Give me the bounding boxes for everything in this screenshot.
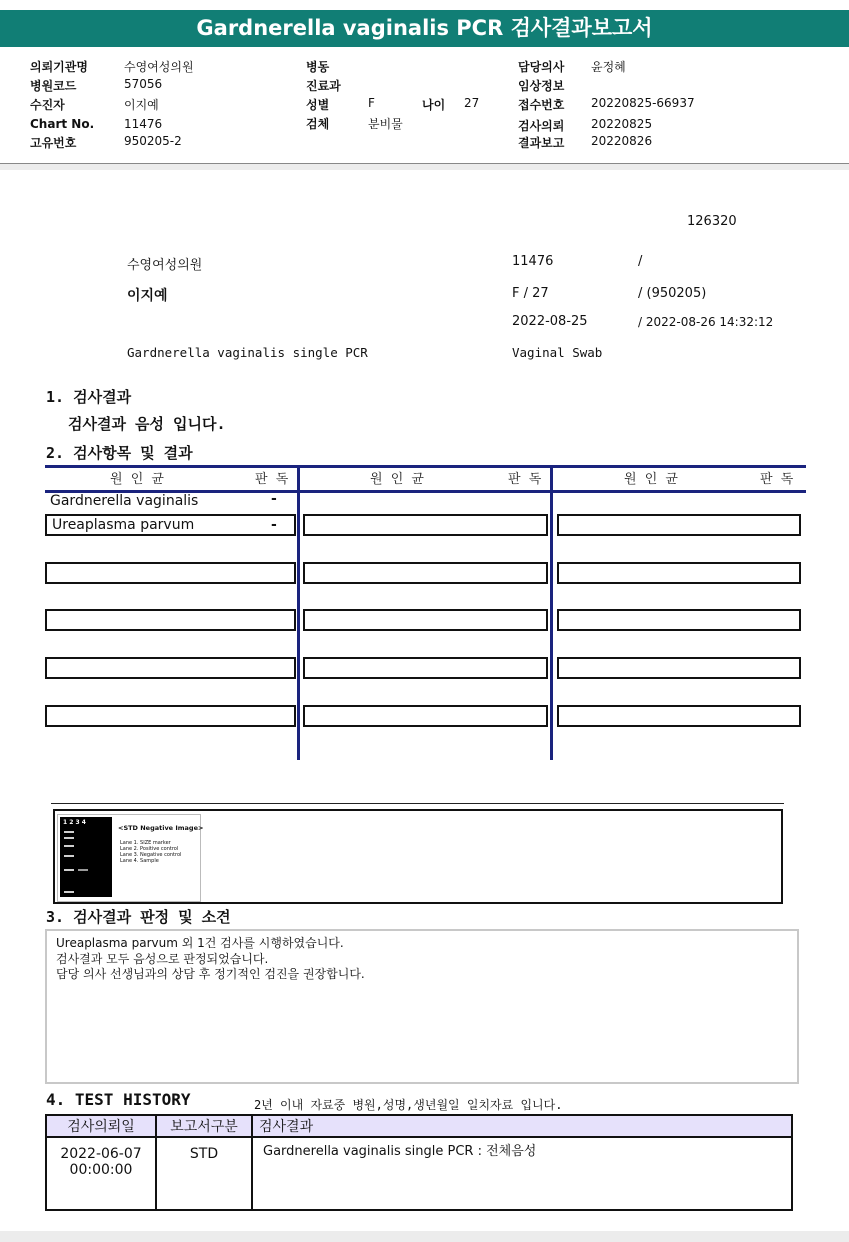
report-chart: 11476 (512, 254, 554, 269)
report-test-name: Gardnerella vaginalis single PCR (127, 345, 368, 360)
table-cell (45, 657, 296, 679)
table-cell (45, 514, 296, 536)
report-request-date: 2022-08-25 (512, 314, 588, 329)
table-cell (45, 609, 296, 631)
column-divider (550, 465, 553, 760)
history-note: 2년 이내 자료중 병원,성명,생년월일 일치자료 입니다. (254, 1098, 563, 1112)
history-header: 검사결과 (252, 1115, 792, 1137)
gel-lane-numbers: 1 2 3 4 (63, 819, 86, 826)
specimen-value: 분비물 (368, 117, 403, 131)
table-cell (557, 705, 801, 727)
column-divider (297, 465, 300, 760)
receipt-value: 20220825-66937 (591, 96, 695, 110)
report-title: Gardnerella vaginalis PCR 검사결과보고서 (0, 10, 849, 47)
receipt-label: 접수번호 (518, 98, 565, 112)
table-cell (557, 657, 801, 679)
section3-title: 3. 검사결과 판정 및 소견 (46, 908, 231, 926)
gel-lanes (60, 817, 112, 897)
age-value: 27 (464, 96, 480, 110)
opinion-line: 담당 의사 선생님과의 상담 후 정기적인 검진을 권장합니다. (56, 967, 365, 981)
report-datetime: / 2022-08-26 14:32:12 (638, 315, 774, 329)
uid-label: 고유번호 (30, 136, 77, 150)
gel-legend-item: Lane 2. Positive control (120, 846, 179, 852)
history-header: 보고서구분 (156, 1115, 252, 1137)
table-cell (45, 705, 296, 727)
gel-legend-item: Lane 3. Negative control (120, 852, 182, 858)
history-table (45, 1114, 793, 1211)
col-organism-2: 원 인 균 (370, 472, 426, 487)
organism-result: - (271, 491, 277, 507)
section1-title: 1. 검사결과 (46, 388, 132, 406)
gel-legend (120, 840, 181, 864)
opinion-line: Ureaplasma parvum 외 1건 검사를 시행하였습니다. (56, 936, 344, 950)
opinion-box (45, 929, 799, 1084)
gel-legend-item: Lane 4. Sample (120, 858, 159, 864)
col-judgement-2: 판 독 (508, 472, 544, 487)
table-cell (303, 657, 548, 679)
chart-label: Chart No. (30, 117, 95, 131)
image-divider (51, 803, 784, 804)
age-label: 나이 (422, 98, 446, 112)
history-header: 검사의뢰일 (46, 1115, 156, 1137)
col-judgement-3: 판 독 (760, 472, 796, 487)
history-date-cell (46, 1137, 156, 1210)
clinical-label: 임상정보 (518, 79, 565, 93)
org-label: 의뢰기관명 (30, 60, 88, 74)
patient-value: 이지예 (124, 98, 159, 112)
report-slash: / (638, 254, 643, 269)
sex-value: F (368, 96, 375, 110)
doctor-value: 윤정혜 (591, 60, 626, 74)
col-organism-1: 원 인 균 (110, 472, 166, 487)
patient-label: 수진자 (30, 98, 65, 112)
section2-title: 2. 검사항목 및 결과 (46, 444, 193, 462)
hosp-code-value: 57056 (124, 77, 163, 91)
section1-text: 검사결과 음성 입니다. (68, 415, 226, 433)
request-value: 20220825 (591, 117, 653, 131)
report-number: 126320 (687, 214, 737, 229)
org-value: 수영여성의원 (124, 60, 194, 74)
report-specimen: Vaginal Swab (512, 345, 603, 360)
report-sex-age: F / 27 (512, 286, 549, 301)
uid-value: 950205-2 (124, 134, 182, 148)
report-name: 이지예 (127, 288, 168, 304)
history-type: STD (156, 1137, 252, 1210)
col-judgement-1: 판 독 (255, 472, 291, 487)
gel-title: <STD Negative Image> (118, 824, 204, 832)
gel-legend-item: Lane 1. SIZE marker (120, 840, 171, 846)
history-row (46, 1137, 792, 1210)
hosp-code-label: 병원코드 (30, 79, 77, 93)
dept-label: 진료과 (306, 79, 341, 93)
footer-shade (0, 1231, 849, 1242)
ward-label: 병동 (306, 60, 330, 74)
sex-label: 성별 (306, 98, 330, 112)
gel-image (57, 814, 204, 902)
chart-value: 11476 (124, 117, 163, 131)
organism-name: Ureaplasma parvum (52, 517, 195, 533)
header-shade (0, 164, 849, 170)
report-clinic: 수영여성의원 (127, 258, 203, 273)
history-header-row (46, 1115, 792, 1137)
table-cell (303, 514, 548, 536)
history-time: 00:00:00 (69, 1162, 133, 1178)
history-date: 2022-06-07 (60, 1146, 142, 1162)
col-organism-3: 원 인 균 (624, 472, 680, 487)
table-cell (557, 562, 801, 584)
organism-result: - (271, 517, 277, 533)
table-cell (557, 609, 801, 631)
table-cell (303, 562, 548, 584)
report-birth: / (950205) (638, 286, 707, 301)
specimen-label: 검체 (306, 117, 330, 131)
opinion-line: 검사결과 모두 음성으로 판정되었습니다. (56, 951, 269, 966)
table-cell (557, 514, 801, 536)
history-result: Gardnerella vaginalis single PCR : 전체음성 (252, 1137, 792, 1210)
table-cell (303, 609, 548, 631)
doctor-label: 담당의사 (518, 60, 565, 74)
organism-name: Gardnerella vaginalis (50, 493, 199, 509)
section4-title: 4. TEST HISTORY (46, 1090, 191, 1109)
table-cell (303, 705, 548, 727)
request-label: 검사의뢰 (518, 119, 565, 133)
report-value: 20220826 (591, 134, 653, 148)
report-label: 결과보고 (518, 136, 565, 150)
table-cell (45, 562, 296, 584)
